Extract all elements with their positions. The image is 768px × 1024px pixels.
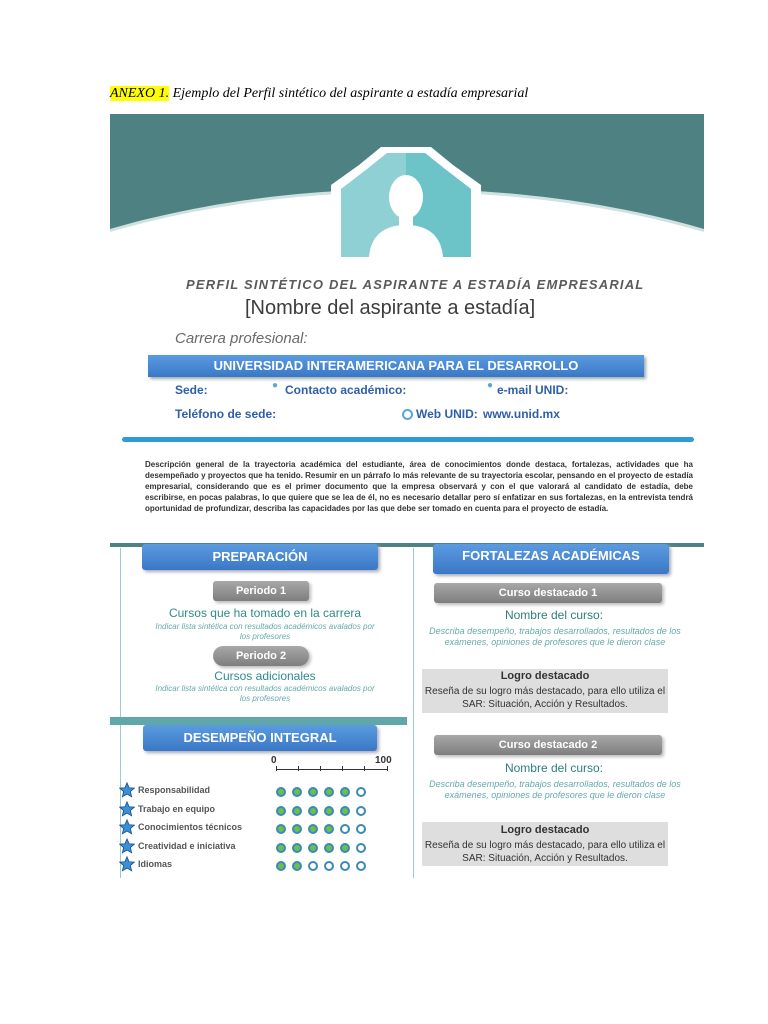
additional-courses-title: Cursos adicionales <box>214 669 316 683</box>
rating-dot-filled <box>308 806 318 816</box>
preparacion-header: PREPARACIÓN <box>142 544 378 570</box>
course-1-hint: Describa desempeño, trabajos desarrollados, resultados de los exámenes, opiniones de profesores que le dieron clase <box>429 626 681 647</box>
rating-dot-empty <box>356 787 366 797</box>
web-label: Web UNID: <box>416 407 478 421</box>
course-2-name: Nombre del curso: <box>504 761 604 775</box>
skill-rating <box>276 784 372 797</box>
star-icon <box>119 819 135 835</box>
rating-dot-filled <box>276 787 286 797</box>
rating-dot-filled <box>292 787 302 797</box>
logro-2-title: Logro destacado <box>500 824 590 836</box>
rating-dot-filled <box>292 843 302 853</box>
rating-dot-filled <box>276 861 286 871</box>
course-1-name: Nombre del curso: <box>504 608 604 622</box>
university-bar: UNIVERSIDAD INTERAMERICANA PARA EL DESARROLLO <box>148 355 644 377</box>
logro-1-title: Logro destacado <box>500 670 590 682</box>
email-label: e-mail UNID: <box>497 383 569 397</box>
rating-dot-filled <box>308 843 318 853</box>
annex-title: Ejemplo del Perfil sintético del aspirante a estadía empresarial <box>169 86 529 101</box>
rating-dot-filled <box>276 824 286 834</box>
rating-dot-empty <box>356 843 366 853</box>
rating-dot-filled <box>324 843 334 853</box>
star-icon <box>119 856 135 872</box>
course-1-pill: Curso destacado 1 <box>434 583 662 603</box>
rating-dot-empty <box>340 824 350 834</box>
rating-dot-empty <box>340 861 350 871</box>
rating-dot-filled <box>276 806 286 816</box>
star-icon <box>119 782 135 798</box>
course-2-hint: Describa desempeño, trabajos desarrollados, resultados de los exámenes, opiniones de profesores que le dieron clase <box>429 779 681 800</box>
rating-dot-filled <box>292 824 302 834</box>
scale-ruler <box>276 769 388 770</box>
skill-rating <box>276 840 372 853</box>
annex-prefix: ANEXO 1. <box>110 86 170 101</box>
logro-2-text: Reseña de su logro más destacado, para ello utiliza el SAR: Situación, Acción y Resultados. <box>424 840 666 864</box>
rating-dot-empty <box>308 861 318 871</box>
rating-dot-filled <box>276 843 286 853</box>
profile-section-title: PERFIL SINTÉTICO DEL ASPIRANTE A ESTADÍA EMPRESARIAL <box>186 277 645 292</box>
rating-dot-filled <box>340 806 350 816</box>
contacto-label: Contacto académico: <box>285 383 407 397</box>
teal-band <box>110 717 407 725</box>
rating-dot-filled <box>292 861 302 871</box>
skill-rating <box>276 821 372 834</box>
rating-dot-filled <box>308 824 318 834</box>
rating-dot-empty <box>356 824 366 834</box>
star-icon <box>119 838 135 854</box>
avatar-icon <box>331 145 481 263</box>
web-value: www.unid.mx <box>483 407 560 421</box>
period-1-pill: Periodo 1 <box>213 581 309 601</box>
bullet-icon: ● <box>272 380 279 391</box>
ring-bullet-icon <box>402 409 413 420</box>
rating-dot-filled <box>324 787 334 797</box>
skill-rating <box>276 803 372 816</box>
skill-rating <box>276 858 372 871</box>
rating-dot-empty <box>356 806 366 816</box>
rating-dot-filled <box>340 787 350 797</box>
fortalezas-header: FORTALEZAS ACADÉMICAS <box>433 544 669 574</box>
skill-label: Conocimientos técnicos <box>138 822 243 832</box>
rating-dot-filled <box>292 806 302 816</box>
star-icon <box>119 801 135 817</box>
scale-max: 100 <box>375 755 392 766</box>
scale-min: 0 <box>271 755 277 766</box>
rating-dot-filled <box>324 824 334 834</box>
additional-courses-hint: Indicar lista sintética con resultados académicos avalados por los profesores <box>155 684 375 703</box>
skill-label: Trabajo en equipo <box>138 803 216 814</box>
annex-heading <box>110 86 528 102</box>
skill-label: Responsabilidad <box>138 785 211 795</box>
rating-dot-empty <box>324 861 334 871</box>
sede-label: Sede: <box>175 383 208 397</box>
courses-title: Cursos que ha tomado en la carrera <box>168 606 362 620</box>
rating-dot-filled <box>340 843 350 853</box>
description-paragraph: Descripción general de la trayectoria académica del estudiante, área de conocimientos donde destaca, fortalezas, actividades que ha desempeñado y proyectos que ha tenido. Resumir en un párrafo lo más relevante de su trayectoria escolar, pensando en el proyecto de estadía empresarial, considerando que es el primer documento que la empresa observará y con el que valorará al candidato de estadía, debe escribirse, en pocas palabras, lo que quiere que se lea de él, no es necesario detallar pero sí enfatizar en sus fortalezas, en la entrevista tendrá oportunidad de profundizar, describa las capacidades por las que debe ser tomado en cuenta para el proyecto de estadía. <box>145 460 693 513</box>
courses-hint: Indicar lista sintética con resultados académicos avalados por los profesores <box>155 622 375 641</box>
rating-dot-empty <box>356 861 366 871</box>
skill-label: Idiomas <box>138 859 173 869</box>
telefono-label: Teléfono de sede: <box>175 407 277 421</box>
skill-label: Creatividad e iniciativa <box>138 840 236 851</box>
logro-1-text: Reseña de su logro más destacado, para ello utiliza el SAR: Situación, Acción y Resultados. <box>424 686 666 710</box>
applicant-name: [Nombre del aspirante a estadía] <box>245 297 536 319</box>
divider <box>122 437 694 442</box>
center-vertical-line <box>413 548 414 878</box>
rating-dot-filled <box>324 806 334 816</box>
desempeno-header: DESEMPEÑO INTEGRAL <box>143 725 377 751</box>
bullet-icon: ● <box>487 380 494 391</box>
course-2-pill: Curso destacado 2 <box>434 735 662 755</box>
rating-dot-filled <box>308 787 318 797</box>
career-label: Carrera profesional: <box>175 330 308 347</box>
period-2-pill: Periodo 2 <box>213 646 309 666</box>
